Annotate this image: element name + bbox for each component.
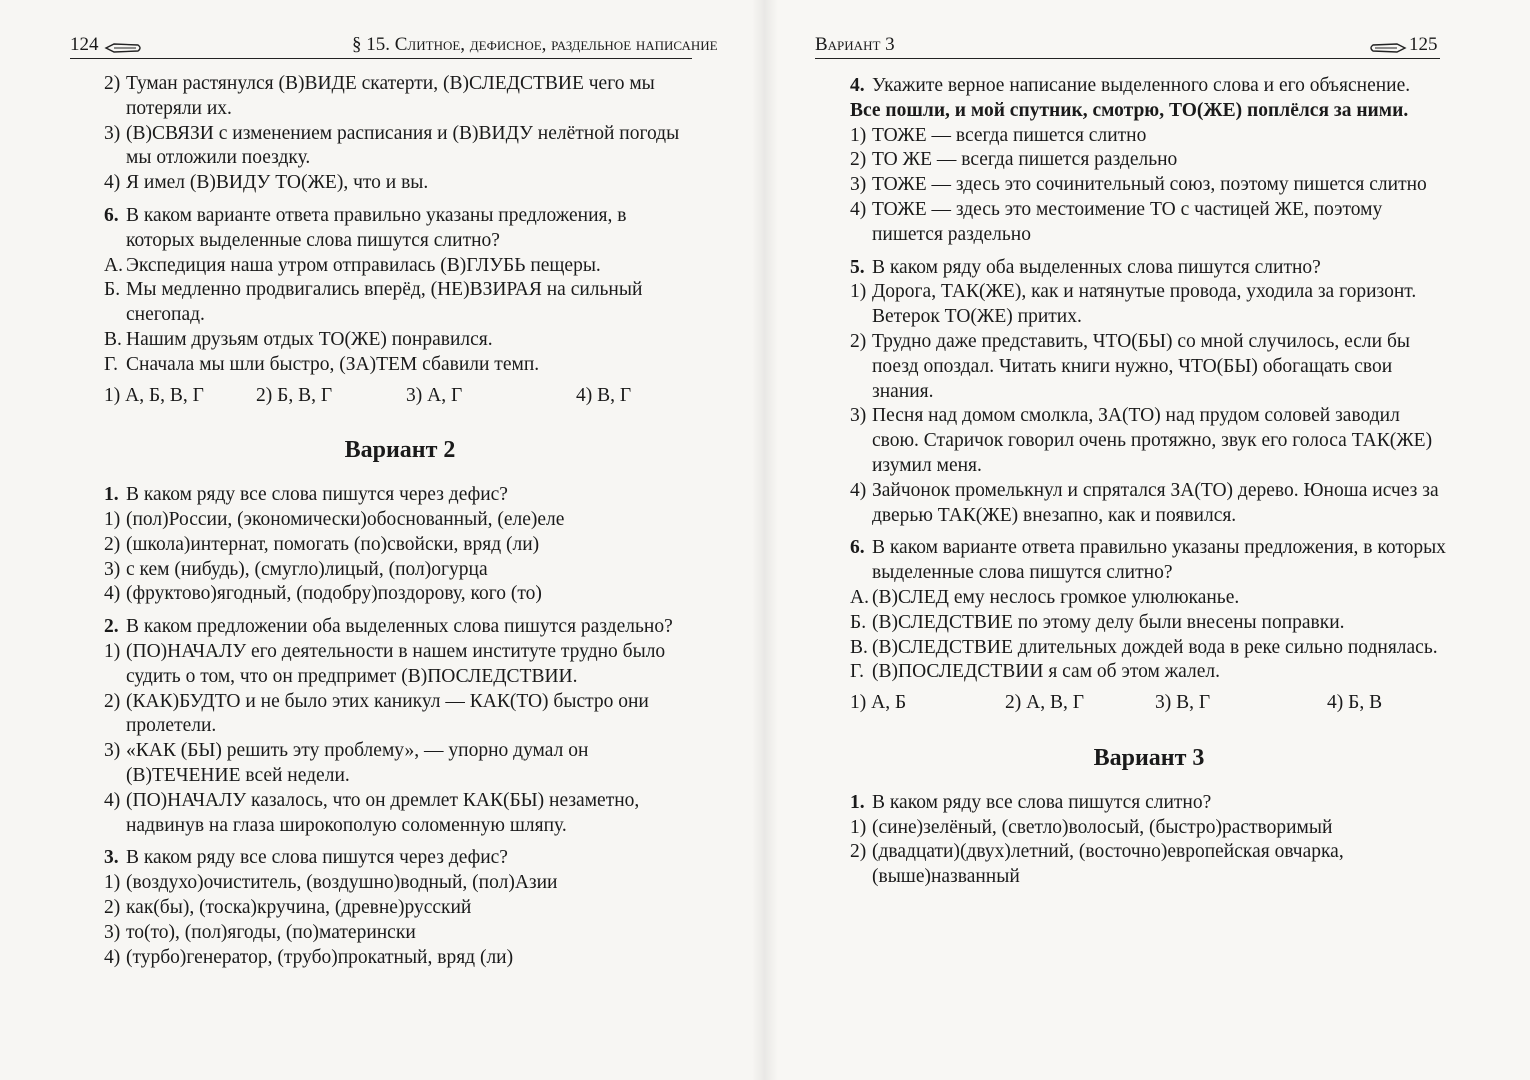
list-item: 2) Трудно даже представить, ЧТО(БЫ) со мной случилось, если бы поезд опоздал. Читать книги нужно, ЧТО(БЫ) обогащать свои знания.: [850, 330, 1410, 402]
question-3: 3. В каком ряду все слова пишутся через дефис?: [104, 847, 508, 869]
list-item: В. Нашим друзьям отдых ТО(ЖЕ) понравился.: [104, 328, 493, 350]
question-2: 2. В каком предложении оба выделенных слова пишутся раздельно?: [104, 616, 673, 638]
list-item: 4) Зайчонок промелькнул и спрятался ЗА(ТО) дерево. Юноша исчез за дверью ТАК(ЖЕ) внезапно, как и появился.: [850, 479, 1439, 526]
list-item: 2) (двадцати)(двух)летний, (восточно)европейская овчарка, (выше)названный: [850, 841, 1344, 888]
list-item: 3) то(то), (пол)ягоды, (по)матерински: [104, 921, 416, 943]
list-item: 4) (турбо)генератор, (трубо)прокатный, вряд (ли): [104, 946, 514, 968]
running-title-left: § 15. Слитное, дефисное, раздельное написание: [352, 34, 718, 55]
list-item: 3) ТОЖЕ — здесь это сочинительный союз, поэтому пишется слитно: [850, 174, 1427, 196]
running-title-right: Вариант 3: [815, 34, 895, 55]
list-item: 1) (пол)России, (экономически)обоснованный, (еле)еле: [104, 508, 565, 530]
page-number-left: 124: [70, 34, 99, 55]
list-item: Г. (В)ПОСЛЕДСТВИИ я сам об этом жалел.: [850, 661, 1220, 683]
list-item: 2) (школа)интернат, помогать (по)свойски, вряд (ли): [104, 533, 540, 555]
list-item: А. Экспедиция наша утром отправилась (В)ГЛУБЬ пещеры.: [104, 254, 601, 276]
list-item: Б. (В)СЛЕДСТВИЕ по этому делу были внесены поправки.: [850, 611, 1345, 633]
question-4: 4. Укажите верное написание выделенного слова и его объяснение.: [850, 75, 1411, 96]
question-5: 5. В каком ряду оба выделенных слова пишутся слитно?: [850, 256, 1321, 278]
pen-ornament-icon: [1367, 38, 1407, 60]
header-rule: [70, 58, 692, 59]
question-6: 6. В каком варианте ответа правильно указаны предложения, в которых выделенные слова пишутся слитно?: [104, 204, 627, 251]
example-sentence: Все пошли, и мой спутник, смотрю, ТО(ЖЕ) поплёлся за ними.: [850, 99, 1409, 121]
list-item: 3) с кем (нибудь), (смугло)лицый, (пол)огурца: [104, 558, 488, 580]
list-item: В. (В)СЛЕДСТВИЕ длительных дождей вода в реке сильно поднялась.: [850, 636, 1438, 658]
list-item: 4) (ПО)НАЧАЛУ казалось, что он дремлет КАК(БЫ) незаметно, надвинув на глаза широкополую соломенную шляпу.: [104, 789, 640, 836]
page-number-right: 125: [1409, 34, 1438, 55]
question-1: 1. В каком ряду все слова пишутся через дефис?: [104, 484, 508, 506]
list-item: 2) (КАК)БУДТО и не было этих каникул — КАК(ТО) быстро они пролетели.: [104, 690, 649, 737]
left-content: [104, 72, 696, 970]
list-item: 2) Туман растянулся (В)ВИДЕ скатерти, (В)СЛЕДСТВИЕ чего мы потеряли их.: [104, 73, 655, 119]
list-item: 1) ТОЖЕ — всегда пишется слитно: [850, 124, 1147, 146]
variant-heading: Вариант 3: [1093, 744, 1205, 771]
answer-options: 1) А, Б 2) А, В, Г 3) В, Г 4) Б, В: [850, 692, 1383, 714]
question-1: 1. В каком ряду все слова пишутся слитно?: [850, 791, 1212, 813]
pen-ornament-icon: [104, 38, 144, 60]
list-item: 1) (ПО)НАЧАЛУ его деятельности в нашем институте трудно было судить о том, что он предпримет (В)ПОСЛЕДСТВИИ.: [104, 640, 666, 687]
list-item: 4) (фруктово)ягодный, (подобру)поздорову, кого (то): [104, 583, 542, 605]
question-6: 6. В каком варианте ответа правильно указаны предложения, в которых выделенные слова пишутся слитно?: [850, 537, 1446, 584]
list-item: 3) (В)СВЯЗИ с изменением расписания и (В)ВИДУ нелётной погоды мы отложили поездку.: [104, 122, 680, 169]
right-content: [850, 72, 1448, 890]
list-item: Б. Мы медленно продвигались вперёд, (НЕ)ВЗИРАЯ на сильный снегопад.: [104, 279, 643, 326]
list-item: 3) «КАК (БЫ) решить эту проблему», — упорно думал он (В)ТЕЧЕНИЕ всей недели.: [104, 740, 589, 786]
list-item: 3) Песня над домом смолкла, ЗА(ТО) над прудом соловей заводил свою. Старичок говорил очень протяжно, звук его голоса ТАК(ЖЕ) изумил меня.: [850, 405, 1433, 476]
list-item: 2) ТО ЖЕ — всегда пишется раздельно: [850, 149, 1178, 171]
list-item: 4) Я имел (В)ВИДУ ТО(ЖЕ), что и вы.: [104, 172, 429, 194]
list-item: 4) ТОЖЕ — здесь это местоимение ТО с частицей ЖЕ, поэтому пишется раздельно: [850, 198, 1383, 245]
list-item: 1) (воздухо)очиститель, (воздушно)водный, (пол)Азии: [104, 872, 558, 894]
variant-heading: Вариант 2: [344, 437, 456, 464]
book-gutter: [752, 0, 778, 1080]
header-rule: [815, 58, 1440, 59]
list-item: 2) как(бы), (тоска)кручина, (древне)русский: [104, 896, 472, 918]
list-item: А. (В)СЛЕД ему неслось громкое улюлюканье.: [850, 586, 1240, 608]
list-item: 1) Дорога, ТАК(ЖЕ), как и натянутые провода, уходила за горизонт. Ветерок ТО(ЖЕ) притих.: [850, 281, 1417, 328]
list-item: Г. Сначала мы шли быстро, (ЗА)ТЕМ сбавили темп.: [104, 353, 540, 375]
list-item: 1) (сине)зелёный, (светло)волосый, (быстро)растворимый: [850, 816, 1333, 838]
answer-options: 1) А, Б, В, Г 2) Б, В, Г 3) А, Г 4) В, Г: [104, 384, 632, 406]
